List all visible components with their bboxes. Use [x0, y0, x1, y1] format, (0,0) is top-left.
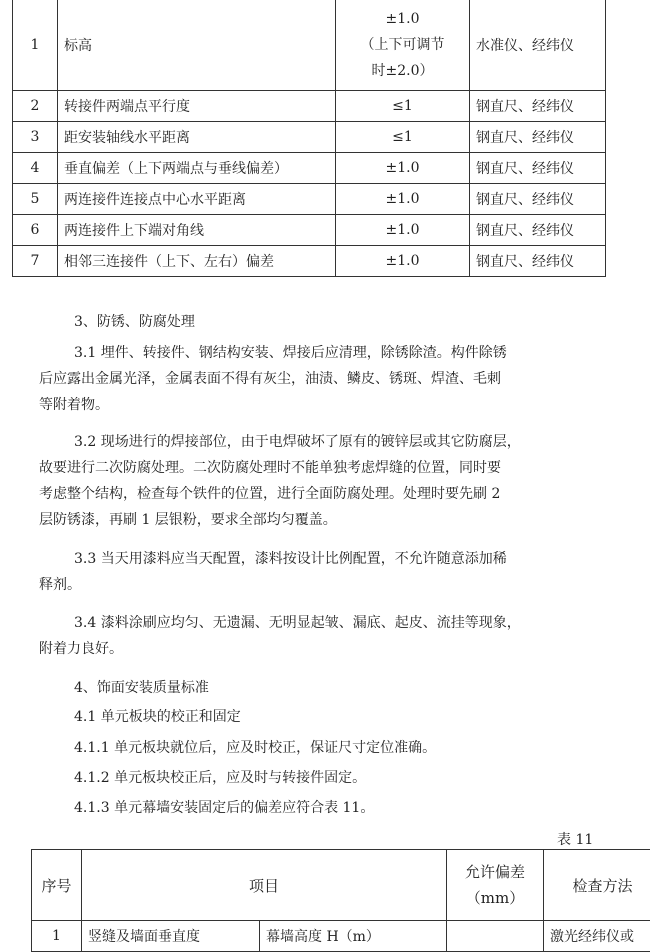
row-number: 2 — [13, 91, 58, 122]
item-name: 垂直偏差（上下两端点与垂线偏差） — [58, 153, 336, 184]
header-line: （mm） — [448, 885, 542, 911]
tolerance-cell — [447, 921, 544, 952]
header-tolerance — [447, 850, 544, 921]
paragraph: 4.1.2 单元板块校正后，应及时与转接件固定。 — [39, 765, 604, 791]
table-header-row — [32, 850, 650, 921]
tolerance-cell: ≤1 — [336, 122, 470, 153]
check-method: 钢直尺、经纬仪 — [470, 246, 606, 277]
table-row — [32, 921, 650, 952]
table-row — [13, 215, 606, 246]
paragraph: 4.1.3 单元幕墙安装固定后的偏差应符合表 11。 — [39, 795, 604, 821]
paragraph-line: 附着力良好。 — [39, 636, 604, 662]
tolerance-line: ±1.0 — [342, 6, 463, 32]
item-name: 相邻三连接件（上下、左右）偏差 — [58, 246, 336, 277]
deviation-table — [12, 0, 606, 277]
tolerance-cell: ±1.0 — [336, 215, 470, 246]
paragraph-line: 3.1 埋件、转接件、钢结构安装、焊接后应清理，除锈除渣。构件除锈 — [39, 340, 604, 366]
check-method: 钢直尺、经纬仪 — [470, 122, 606, 153]
header-method: 检查方法 — [544, 850, 650, 921]
item-name: 转接件两端点平行度 — [58, 91, 336, 122]
check-method: 钢直尺、经纬仪 — [470, 153, 606, 184]
tolerance-line: 时±2.0） — [342, 58, 463, 84]
row-number: 3 — [13, 122, 58, 153]
check-method: 钢直尺、经纬仪 — [470, 91, 606, 122]
item-name: 标高 — [58, 0, 336, 91]
section-heading: 3、防锈、防腐处理 — [39, 309, 604, 335]
table-row — [13, 246, 606, 277]
item-name: 竖缝及墙面垂直度 — [82, 921, 260, 952]
header-item: 项目 — [82, 850, 447, 921]
row-number: 4 — [13, 153, 58, 184]
header-no: 序号 — [32, 850, 82, 921]
tolerance-cell: ≤1 — [336, 91, 470, 122]
item-name: 两连接件上下端对角线 — [58, 215, 336, 246]
check-method: 激光经纬仪或 — [544, 921, 650, 952]
paragraph-line: 3.3 当天用漆料应当天配置，漆料按设计比例配置，不允许随意添加稀 — [39, 546, 604, 572]
paragraph-line: 层防锈漆，再刷 1 层银粉，要求全部均匀覆盖。 — [39, 507, 604, 533]
paragraph — [39, 340, 604, 418]
check-method: 钢直尺、经纬仪 — [470, 184, 606, 215]
check-method: 钢直尺、经纬仪 — [470, 215, 606, 246]
table-caption: 表 11 — [557, 829, 593, 849]
table-row — [13, 184, 606, 215]
tolerance-cell: ±1.0 — [336, 153, 470, 184]
item-name: 两连接件连接点中心水平距离 — [58, 184, 336, 215]
paragraph-line: 后应露出金属光泽，金属表面不得有灰尘，油渍、鳞皮、锈斑、焊渣、毛刺 — [39, 366, 604, 392]
table-row — [13, 122, 606, 153]
paragraph — [39, 546, 604, 598]
row-number: 1 — [32, 921, 82, 952]
tolerance-cell: ±1.0 — [336, 246, 470, 277]
row-number: 1 — [13, 0, 58, 91]
table-row — [13, 0, 606, 91]
paragraph-line: 3.2 现场进行的焊接部位，由于电焊破坏了原有的镀锌层或其它防腐层， — [39, 429, 604, 455]
paragraph-line: 释剂。 — [39, 572, 604, 598]
paragraph — [39, 610, 604, 662]
paragraph-line: 等附着物。 — [39, 392, 604, 418]
row-number: 6 — [13, 215, 58, 246]
section-heading: 4、饰面安装质量标准 — [39, 675, 604, 701]
item-sub: 幕墙高度 H（m） — [260, 921, 447, 952]
tolerance-line: （上下可调节 — [342, 32, 463, 58]
tolerance-cell: ±1.0 — [336, 184, 470, 215]
row-number: 5 — [13, 184, 58, 215]
paragraph-line: 3.4 漆料涂刷应均匀、无遗漏、无明显起皱、漏底、起皮、流挂等现象， — [39, 610, 604, 636]
paragraph: 4.1.1 单元板块就位后，应及时校正，保证尺寸定位准确。 — [39, 735, 604, 761]
subsection-heading: 4.1 单元板块的校正和固定 — [39, 704, 604, 730]
row-number: 7 — [13, 246, 58, 277]
check-method: 水准仪、经纬仪 — [470, 0, 606, 91]
item-name: 距安装轴线水平距离 — [58, 122, 336, 153]
table-row — [13, 91, 606, 122]
tolerance-cell — [336, 0, 470, 91]
paragraph — [39, 429, 604, 533]
paragraph-line: 故要进行二次防腐处理。二次防腐处理时不能单独考虑焊缝的位置，同时要 — [39, 455, 604, 481]
table-row — [13, 153, 606, 184]
unit-curtain-wall-deviation-table — [31, 849, 650, 952]
header-line: 允许偏差 — [448, 859, 542, 885]
paragraph-line: 考虑整个结构，检查每个铁件的位置，进行全面防腐处理。处理时要先刷 2 — [39, 481, 604, 507]
